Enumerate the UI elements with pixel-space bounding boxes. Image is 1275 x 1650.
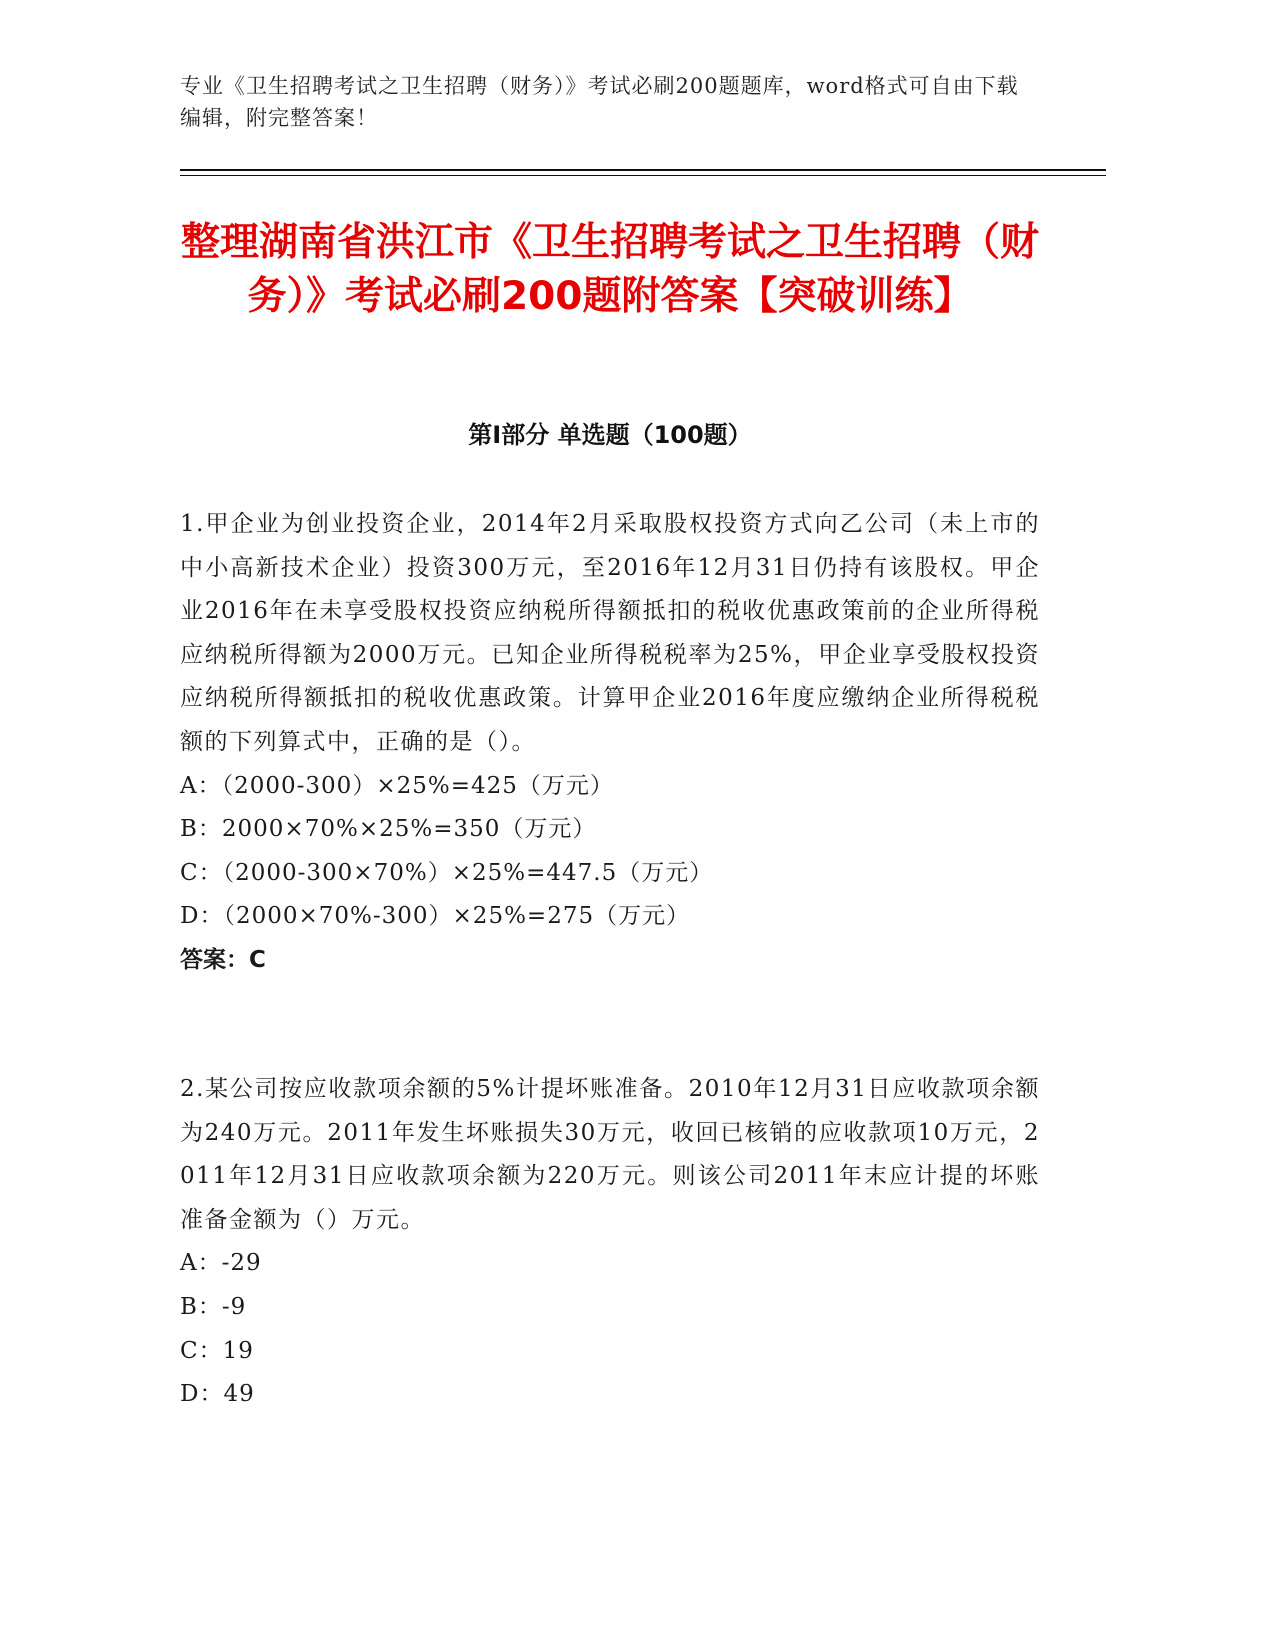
option-d: D：49 [180, 1381, 255, 1408]
option-d: D：（2000×70%-300）×25%=275（万元） [180, 903, 691, 930]
question-2 [180, 1068, 1040, 1417]
question-1 [180, 503, 1040, 983]
option-c: C：（2000-300×70%）×25%=447.5（万元） [180, 859, 714, 886]
header-note: 专业《卫生招聘考试之卫生招聘（财务）》考试必刷200题题库，word格式可自由下载编辑，附完整答案！ [180, 74, 1019, 130]
header-rule-thin [180, 175, 1106, 176]
option-a: A：-29 [180, 1250, 262, 1277]
option-a: A：（2000-300）×25%=425（万元） [180, 772, 614, 799]
document-title: 整理湖南省洪江市《卫生招聘考试之卫生招聘（财务）》考试必刷200题附答案【突破训练】 [180, 220, 1039, 319]
option-b: B：2000×70%×25%=350（万元） [180, 816, 597, 843]
option-b: B：-9 [180, 1293, 247, 1320]
answer-line: 答案：C [180, 946, 266, 973]
header-rule-thick [180, 169, 1106, 171]
question-stem: 1.甲企业为创业投资企业，2014年2月采取股权投资方式向乙公司（未上市的中小高新技术企业）投资300万元，至2016年12月31日仍持有该股权。甲企业2016年在未享受股权投资应纳税所得额抵扣的税收优惠政策前的企业所得税应纳税所得额为2000万元。已知企业所得税税率为25%，甲企业享受股权投资应纳税所得额抵扣的税收优惠政策。计算甲企业2016年度应缴纳企业所得税税额的下列算式中，正确的是（）。 [180, 511, 1040, 755]
section-heading: 第Ⅰ部分 单选题（100题） [468, 421, 752, 449]
question-stem: 2.某公司按应收款项余额的5%计提坏账准备。2010年12月31日应收款项余额为240万元。2011年发生坏账损失30万元，收回已核销的应收款项10万元，2011年12月31日应收款项余额为220万元。则该公司2011年末应计提的坏账准备金额为（）万元。 [180, 1076, 1040, 1233]
option-c: C：19 [180, 1337, 254, 1364]
